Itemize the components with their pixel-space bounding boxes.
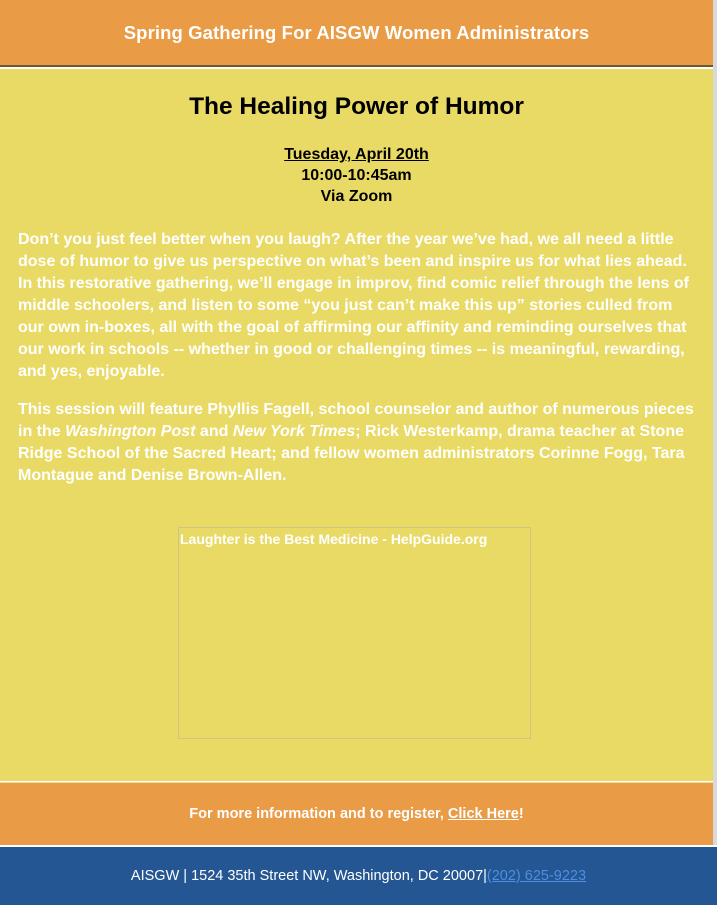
publication-washington-post: Washington Post [65,423,196,440]
description-paragraph-1: Don’t you just feel better when you laugh? After the year we’ve had, we all need a little dose of humor to give us perspective on what’s been and inspire us for what lies ahead. In this restorative gathering, we’ll engage in improv, find comic relief through the lens of middle schoolers, and listen to some “you just can’t make this up” stories culled from our own in-boxes, all with the goal of affirming our affinity and reminding ourselves that our work in schools -- whether in good or challenging times -- is meaningful, rewarding, and yes, enjoyable. [18,231,689,380]
header-title: Spring Gathering For AISGW Women Administrators [123,21,590,43]
speakers-list: ; Rick Westerkamp, drama teacher at Stone Ridge School of the Sacred Heart; and fellow women administrators Corinne Fogg, Tara Montague and Denise Brown-Allen. [18,423,685,484]
page-edge [713,0,717,845]
footer-phone-link[interactable]: (202) 625-9223 [486,868,587,884]
conjunction-text: and [195,423,233,440]
video-embed[interactable] [178,527,531,739]
header-banner [0,0,713,67]
register-link[interactable]: Click Here [447,806,519,822]
footer-address: AISGW | 1524 35th Street NW, Washington, DC 20007| [130,868,487,884]
event-location: Via Zoom [320,188,393,205]
main-content [0,69,713,781]
event-time: 10:00-10:45am [301,167,412,184]
register-text: For more information and to register, [189,806,444,822]
register-suffix: ! [518,806,524,822]
event-headline: The Healing Power of Humor [189,93,524,120]
footer-bar [0,847,717,905]
event-details [0,144,713,207]
register-banner [0,782,713,845]
speakers-intro: This session will feature Phyllis Fagell, school counselor and author of numerous pieces in the [18,401,694,440]
description-paragraph-2 [18,399,698,487]
publication-new-york-times: New York Times [232,423,356,440]
event-date: Tuesday, April 20th [284,146,429,163]
video-title[interactable]: Laughter is the Best Medicine - HelpGuide.org [180,531,488,547]
